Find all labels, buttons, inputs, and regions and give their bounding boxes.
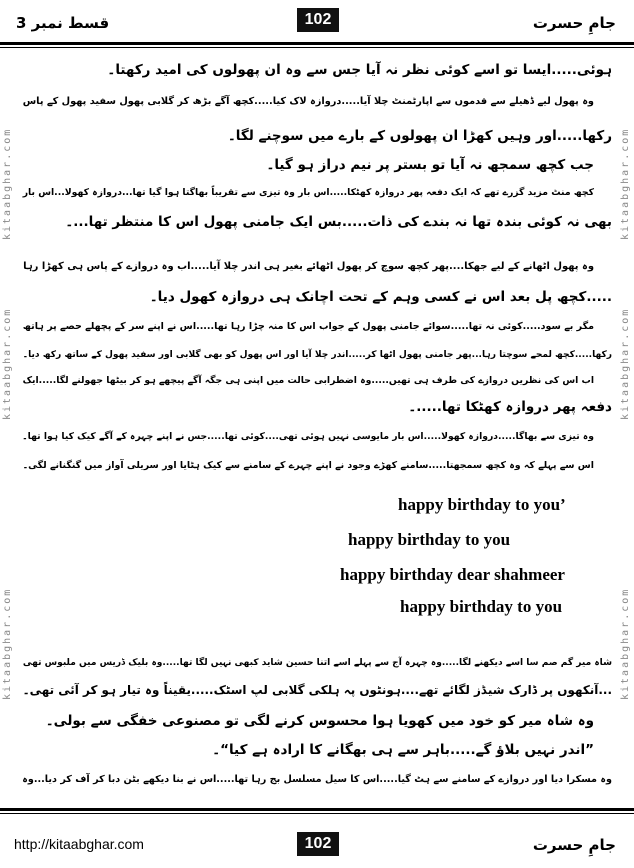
text-line: شاہ میر گم صم سا اسے دیکھنے لگا.....وہ چہرہ آج سے پہلے اسے اتنا حسین شاید کبھی نہیں لگا تھا.....وہ بلیک ڈریس میں ملبوس تھی (22, 658, 612, 668)
watermark-right: kitaabghar.com (620, 307, 631, 420)
footer-rule (0, 808, 634, 811)
text-line: دفعہ پھر دروازہ کھٹکا تھا.....۔ (408, 399, 612, 415)
page-number-top: 102 (297, 8, 339, 32)
text-line: ہوئی.....ایسا تو اسے کوئی نظر نہ آیا جس سے وہ ان پھولوں کی امید رکھتا۔ (107, 62, 612, 78)
song-line: happy birthday to you (400, 597, 563, 616)
watermark-right: kitaabghar.com (620, 127, 631, 240)
text-line: ...آنکھوں پر ڈارک شیڈز لگائے تھے....ہونٹوں پہ ہلکی گلابی لپ اسٹک.....یقیناً وہ تیار ہو کر آئی تھی۔ (22, 683, 612, 697)
text-line: کچھ منٹ مزید گزرے تھے کہ ایک دفعہ پھر دروازہ کھٹکا.....اس بار وہ تیزی سے تقریباً بھاگتا ہوا گیا تھا...دروازہ کھولا...اس بار (22, 187, 594, 198)
episode-label: قسط نمبر 3 (16, 14, 110, 32)
watermark-left: kitaabghar.com (2, 127, 13, 240)
text-line: وہ مسکرا دیا اور دروازے کے سامنے سے ہٹ گیا.....اس کا سیل مسلسل بج رہا تھا.....اس نے بنا دیکھے بٹن دبا کر آف کر دیا...وہ (22, 774, 612, 785)
text-line: جب کچھ سمجھ نہ آیا تو بستر پر نیم دراز ہو گیا۔ (266, 157, 594, 173)
watermark-right: kitaabghar.com (620, 587, 631, 700)
website-link[interactable]: http://kitaabghar.com (14, 836, 144, 852)
text-line: بھی نہ کوئی بندہ تھا نہ بندے کی ذات.....بس ایک جامنی پھول اس کا منتظر تھا...۔ (65, 214, 612, 230)
book-title-header: جامِ حسرت (532, 14, 616, 32)
book-title-footer: جامِ حسرت (532, 836, 616, 854)
header-rule (0, 42, 634, 45)
text-line: وہ تیزی سے بھاگا.....دروازہ کھولا.....اس بار مایوسی نہیں ہوئی تھی....کوئی تھا.....جس نے اپنے چہرہ کے آگے کیک کیا ہوا تھا۔ (22, 431, 594, 442)
text-line: وہ پھول لیے ڈھیلے سے قدموں سے اپارٹمنٹ چلا آیا.....دروازہ لاک کیا.....کچھ آگے بڑھ کر گلابی پھول سفید پھول کے پاس (22, 96, 594, 107)
text-line: رکھا.....کچھ لمحے سوچتا رہا...پھر جامنی پھول اٹھا کر.....اندر چلا آیا اور اس پھول کو بھی گلابی اور سفید پھول کے ساتھ رکھ دیا۔ (22, 350, 612, 360)
song-line: happy birthday to you’ (398, 495, 566, 514)
text-line: وہ شاہ میر کو خود میں کھویا ہوا محسوس کرنے لگی تو مصنوعی خفگی سے بولی۔ (45, 713, 594, 729)
text-line: .....کچھ پل بعد اس نے کسی وہم کے تحت اچانک ہی دروازہ کھول دیا۔ (149, 289, 612, 305)
text-line: مگر بے سود.....کوئی نہ تھا.....سوائے جامنی پھول کے جواب اس کا منہ چڑا رہا تھا.....اس نے اپنے سر کے پچھلے حصے پر ہاتھ (22, 321, 594, 332)
text-line: وہ پھول اٹھانے کے لیے جھکا....پھر کچھ سوچ کر پھول اٹھائے بغیر ہی اندر چلا آیا.....اب وہ دروازے کے پاس ہی کھڑا رہا (23, 261, 594, 272)
text-line: اب اس کی نظریں دروازے کی طرف ہی تھیں.....وہ اضطرابی حالت میں اپنی ہی جگہ آگے پیچھے ہو کر بیٹھا جھولنے لگا.....ایک (22, 375, 594, 386)
text-line: رکھا.....اور وہیں کھڑا ان پھولوں کے بارے میں سوچنے لگا۔ (227, 128, 612, 144)
watermark-left: kitaabghar.com (2, 307, 13, 420)
song-line: happy birthday to you (348, 530, 511, 549)
watermark-left: kitaabghar.com (2, 587, 13, 700)
text-line: اس سے پہلے کہ وہ کچھ سمجھتا.....سامنے کھڑے وجود نے اپنے چہرے کے سامنے سے کیک ہٹایا اور سریلی آواز میں گنگنانے لگی۔ (22, 460, 594, 471)
header-rule-thin (0, 47, 634, 48)
song-line: happy birthday dear shahmeer (340, 565, 565, 584)
footer-rule-thin (0, 813, 634, 814)
text-line: ”اندر نہیں بلاؤ گے.....باہر سے ہی بھگانے کا ارادہ ہے کیا“۔ (212, 742, 594, 758)
page-number-bottom: 102 (297, 832, 339, 856)
